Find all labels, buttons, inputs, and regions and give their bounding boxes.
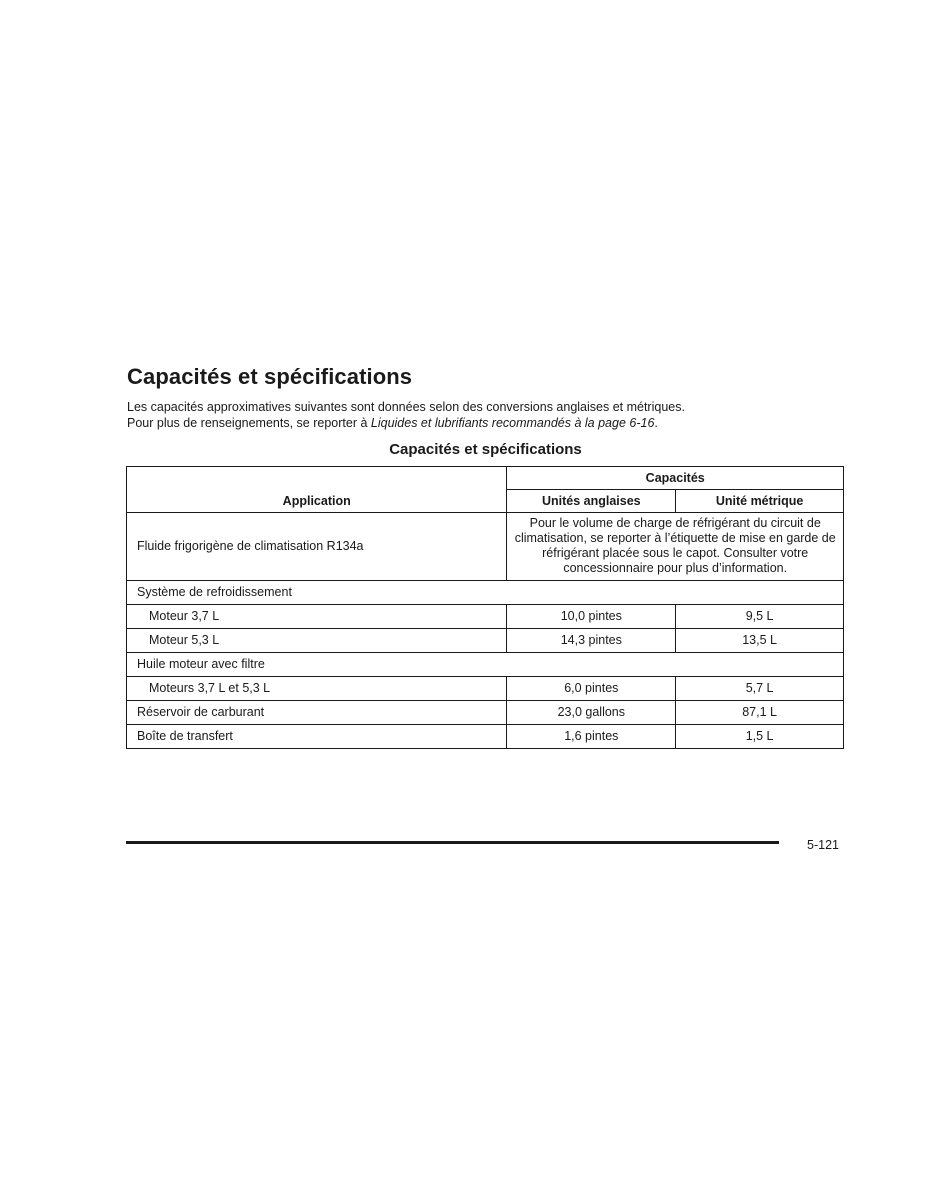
table-header-row	[127, 467, 844, 490]
intro-line-1: Les capacités approximatives suivantes sont données selon des conversions anglaises et métriques.	[127, 400, 685, 414]
capacities-column-header: Capacités	[507, 467, 844, 490]
table-row	[127, 629, 844, 653]
capacities-table	[126, 466, 844, 749]
cross-reference: Liquides et lubrifiants recommandés à la page 6-16	[370, 415, 655, 430]
application-cell: Réservoir de carburant	[127, 701, 507, 725]
table-row	[127, 581, 844, 605]
metric-value-cell: 13,5 L	[676, 629, 844, 653]
metric-value-cell: 5,7 L	[676, 677, 844, 701]
section-cell: Huile moteur avec filtre	[127, 653, 844, 677]
table-row	[127, 725, 844, 749]
english-value-cell: 6,0 pintes	[507, 677, 676, 701]
page-number: 5-121	[807, 838, 839, 852]
metric-value-cell: 87,1 L	[676, 701, 844, 725]
intro-line-2-suffix: .	[654, 415, 658, 430]
page-title: Capacités et spécifications	[127, 364, 413, 389]
table-row	[127, 513, 844, 581]
table-row	[127, 605, 844, 629]
english-value-cell: 10,0 pintes	[507, 605, 676, 629]
application-cell: Moteurs 3,7 L et 5,3 L	[127, 677, 507, 701]
intro-line-2-prefix: Pour plus de renseignements, se reporter à	[127, 415, 371, 430]
application-column-header: Application	[127, 467, 507, 513]
refrigerant-note-cell: Pour le volume de charge de réfrigérant du circuit de climatisation, se reporter à l’étiquette de mise en garde de réfrigérant placée sous le capot. Consulter votre concessionnaire pour plus d’information.	[507, 513, 844, 581]
intro-paragraph	[127, 400, 827, 431]
english-value-cell: 1,6 pintes	[507, 725, 676, 749]
footer-divider	[126, 841, 779, 844]
english-units-column-header: Unités anglaises	[507, 490, 676, 513]
table-row	[127, 653, 844, 677]
table-title: Capacités et spécifications	[389, 441, 582, 458]
table-row	[127, 701, 844, 725]
table-row	[127, 677, 844, 701]
application-cell: Boîte de transfert	[127, 725, 507, 749]
english-value-cell: 14,3 pintes	[507, 629, 676, 653]
application-cell: Moteur 5,3 L	[127, 629, 507, 653]
metric-value-cell: 1,5 L	[676, 725, 844, 749]
english-value-cell: 23,0 gallons	[507, 701, 676, 725]
section-cell: Système de refroidissement	[127, 581, 844, 605]
metric-value-cell: 9,5 L	[676, 605, 844, 629]
metric-units-column-header: Unité métrique	[676, 490, 844, 513]
application-cell: Moteur 3,7 L	[127, 605, 507, 629]
application-cell: Fluide frigorigène de climatisation R134a	[127, 513, 507, 581]
